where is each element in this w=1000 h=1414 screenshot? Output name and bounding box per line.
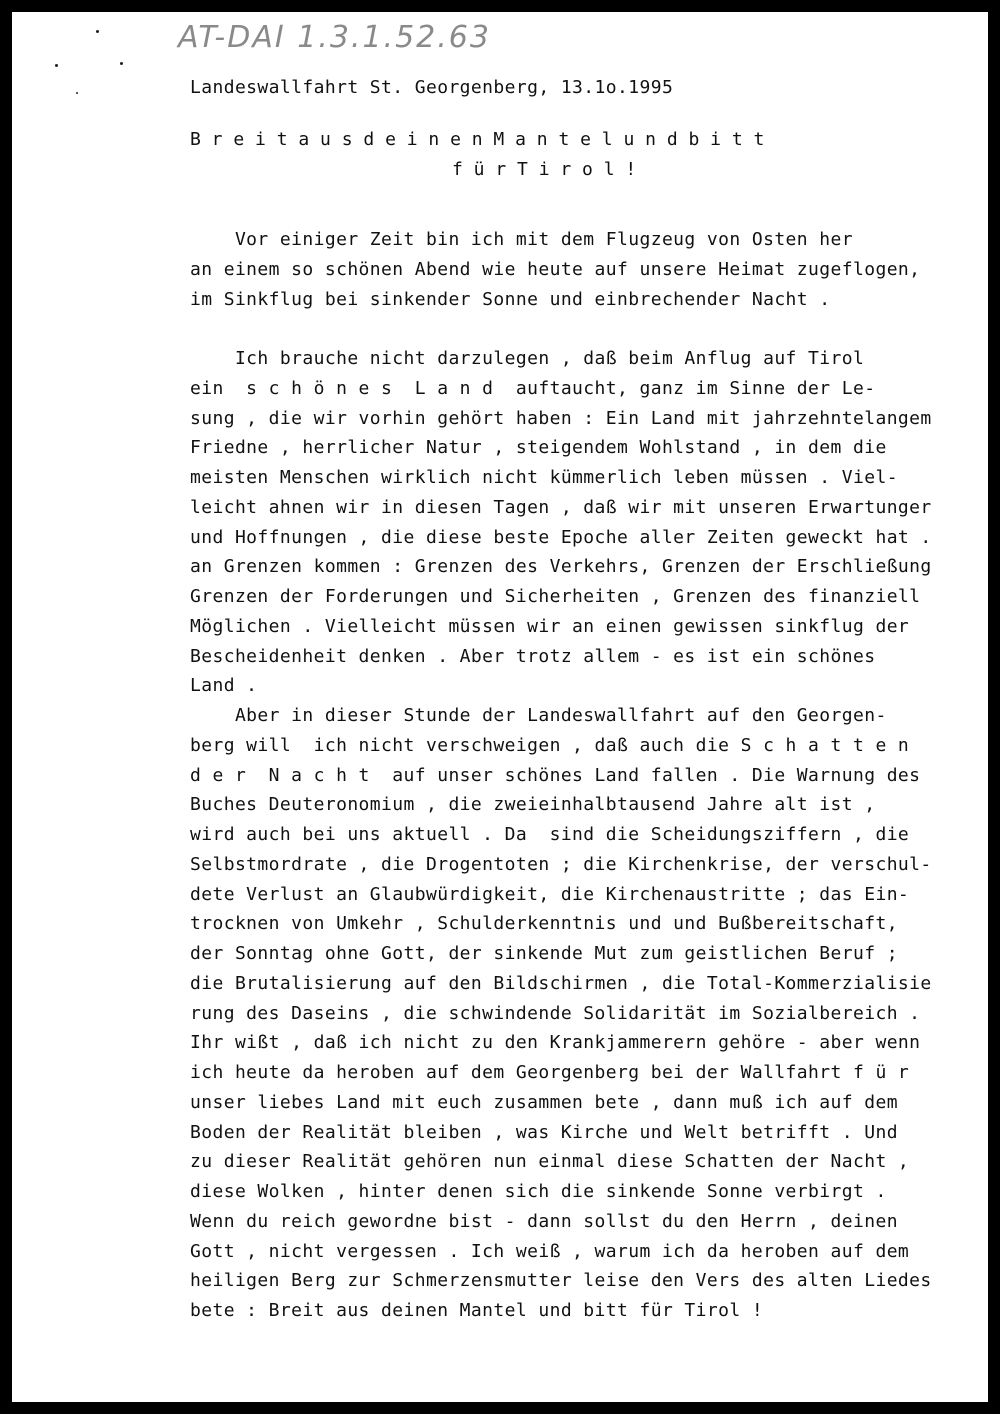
title-line-1: B r e i t a u s d e i n e n M a n t e l u n d b i t t bbox=[190, 129, 765, 150]
body-line: leicht ahnen wir in diesen Tagen , daß wir mit unseren Erwartunger bbox=[190, 497, 932, 518]
body-line: Wenn du reich gewordne bist - dann sollst du den Herrn , deinen bbox=[190, 1211, 898, 1232]
scan-speck bbox=[96, 30, 99, 33]
document-header: Landeswallfahrt St. Georgenberg, 13.1o.1995 bbox=[190, 77, 674, 98]
body-line: d e r N a c h t auf unser schönes Land fallen . Die Warnung des bbox=[190, 765, 921, 786]
body-line: Bescheidenheit denken . Aber trotz allem - es ist ein schönes bbox=[190, 646, 876, 667]
body-line: und Hoffnungen , die diese beste Epoche aller Zeiten geweckt hat . bbox=[190, 527, 932, 548]
body-line: bete : Breit aus deinen Mantel und bitt für Tirol ! bbox=[190, 1300, 764, 1321]
body-line: Ihr wißt , daß ich nicht zu den Krankjammerern gehöre - aber wenn bbox=[190, 1032, 921, 1053]
body-line: Möglichen . Vielleicht müssen wir an einen gewissen sinkflug der bbox=[190, 616, 910, 637]
title-line-2: f ü r T i r o l ! bbox=[452, 159, 637, 180]
body-line: berg will ich nicht verschweigen , daß auch die S c h a t t e n bbox=[190, 735, 910, 756]
scan-border-top bbox=[0, 0, 1000, 12]
body-line: der Sonntag ohne Gott, der sinkende Mut zum geistlichen Beruf ; bbox=[190, 943, 898, 964]
body-line: dete Verlust an Glaubwürdigkeit, die Kirchenaustritte ; das Ein- bbox=[190, 884, 910, 905]
body-line: trocknen von Umkehr , Schulderkenntnis und und Bußbereitschaft, bbox=[190, 913, 898, 934]
body-line: Aber in dieser Stunde der Landeswallfahrt auf den Georgen- bbox=[190, 705, 887, 726]
body-line: Land . bbox=[190, 675, 258, 696]
body-line: ein s c h ö n e s L a n d auftaucht, ganz im Sinne der Le- bbox=[190, 378, 876, 399]
body-line: ich heute da heroben auf dem Georgenberg bei der Wallfahrt f ü r bbox=[190, 1062, 910, 1083]
body-line: Gott , nicht vergessen . Ich weiß , warum ich da heroben auf dem bbox=[190, 1241, 910, 1262]
body-line: diese Wolken , hinter denen sich die sinkende Sonne verbirgt . bbox=[190, 1181, 887, 1202]
scan-border-right bbox=[988, 0, 1000, 1414]
archive-signature: AT-DAI 1.3.1.52.63 bbox=[178, 20, 491, 55]
body-line: an Grenzen kommen : Grenzen des Verkehrs, Grenzen der Erschließung bbox=[190, 556, 932, 577]
body-line: Selbstmordrate , die Drogentoten ; die Kirchenkrise, der verschul- bbox=[190, 854, 932, 875]
body-line: Buches Deuteronomium , die zweieinhalbtausend Jahre alt ist , bbox=[190, 794, 876, 815]
scan-speck bbox=[55, 64, 58, 67]
body-line: sung , die wir vorhin gehört haben : Ein Land mit jahrzehntelangem bbox=[190, 408, 932, 429]
scan-speck bbox=[76, 92, 78, 94]
body-line: zu dieser Realität gehören nun einmal diese Schatten der Nacht , bbox=[190, 1151, 910, 1172]
body-line: an einem so schönen Abend wie heute auf unsere Heimat zugeflogen, bbox=[190, 259, 921, 280]
body-line: Vor einiger Zeit bin ich mit dem Flugzeug von Osten her bbox=[190, 229, 853, 250]
body-line: die Brutalisierung auf den Bildschirmen , die Total-Kommerzialisie bbox=[190, 973, 932, 994]
body-line: unser liebes Land mit euch zusammen bete , dann muß ich auf dem bbox=[190, 1092, 898, 1113]
scan-border-bottom bbox=[0, 1402, 1000, 1414]
body-line: im Sinkflug bei sinkender Sonne und einbrechender Nacht . bbox=[190, 289, 831, 310]
body-line: Ich brauche nicht darzulegen , daß beim Anflug auf Tirol bbox=[190, 348, 865, 369]
body-line: meisten Menschen wirklich nicht kümmerlich leben müssen . Viel- bbox=[190, 467, 898, 488]
body-line: Friedne , herrlicher Natur , steigendem Wohlstand , in dem die bbox=[190, 437, 887, 458]
body-line: heiligen Berg zur Schmerzensmutter leise den Vers des alten Liedes bbox=[190, 1270, 932, 1291]
body-line: Boden der Realität bleiben , was Kirche und Welt betrifft . Und bbox=[190, 1122, 898, 1143]
scan-border-left bbox=[0, 0, 12, 1414]
body-line: wird auch bei uns aktuell . Da sind die Scheidungsziffern , die bbox=[190, 824, 910, 845]
body-line: rung des Daseins , die schwindende Solidarität im Sozialbereich . bbox=[190, 1003, 921, 1024]
scan-speck bbox=[120, 62, 123, 65]
body-line: Grenzen der Forderungen und Sicherheiten , Grenzen des finanziell bbox=[190, 586, 921, 607]
